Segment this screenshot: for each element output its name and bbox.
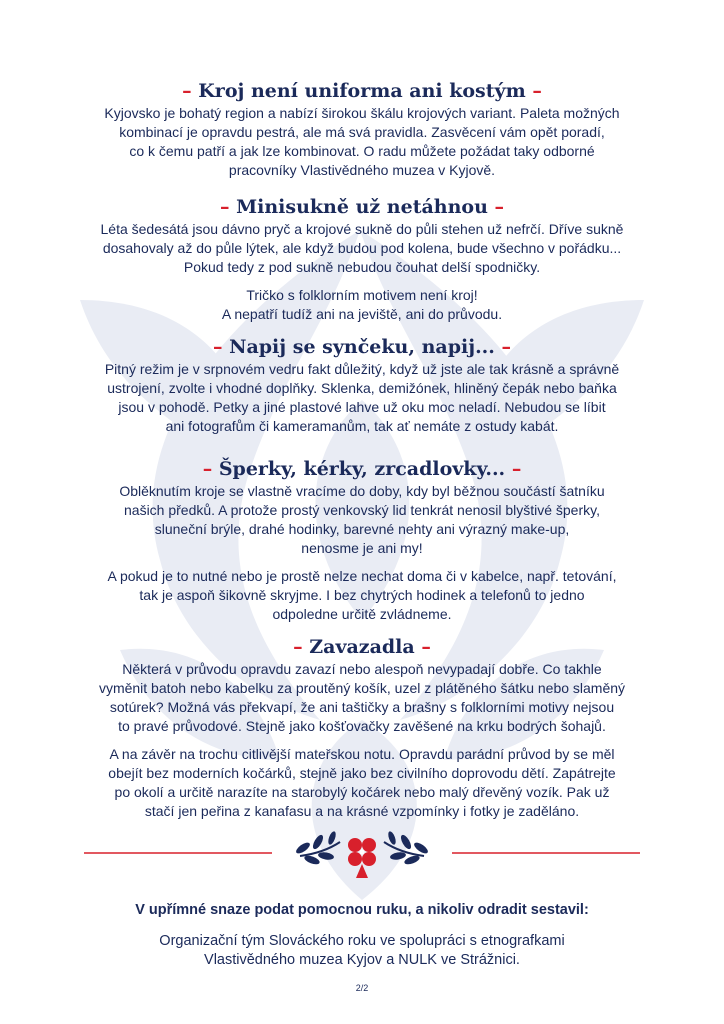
title-dash-left: – [293, 636, 303, 658]
title-dash-left: – [202, 458, 213, 480]
article-body [0, 78, 724, 821]
credits-lead: V upřímné snaze podat pomocnou ruku, a nikoliv odradit sestavil: [135, 902, 589, 918]
section-title-text: Zavazadla [309, 636, 415, 658]
page-number: 2/2 [355, 983, 369, 993]
title-dash-left: – [212, 336, 223, 358]
section-paragraph: Pitný režim je v srpnovém vedru fakt důležitý, když už jste ale tak krásně a správně ustrojení, zvolte i vhodné doplňky. Sklenka, demižónek, hliněný čepák nebo baňka jsou v pohodě. Petky a jiné plastové lahve už oku moc neladí. Nebudou se líbit ani fotografům či kameramanům, tak ať nemáte z ostudy kabát. [104, 361, 620, 434]
credits-block [0, 900, 724, 970]
section-paragraph: Oblěknutím kroje se vlastně vracíme do doby, kdy byl běžnou součástí šatníku našich předků. A protože prostý venkovský lid tenkrát nenosil blyštivé šperky, sluneční brýle, drahé hodinky, barevné nehty ani výrazný make-up, nenosme je ani my! [119, 483, 605, 556]
section-title-minisukne [0, 194, 724, 220]
section-paragraph: A pokud je to nutné nebo je prostě nelze nechat doma či v kabelce, např. tetování, tak je aspoň šikovně skryjme. I bez chytrých hodinek a telefonů to jedno odpoledne určitě zvládneme. [107, 568, 617, 622]
leaf-sprig-left-icon [294, 830, 340, 866]
section-paragraph: Kyjovsko je bohatý region a nabízí širokou škálu krojových variant. Paleta možných kombinací je opravdu pestrá, ale má svá pravidla. Zasvěcení vám opět poradí, co k čemu patří a jak lze kombinovat. O radu můžete požádat taky odborné pracovníky Vlastivědného muzea v Kyjově. [104, 105, 620, 178]
section-title-text: Minisukně už netáhnou [236, 196, 488, 218]
credits-text: Organizační tým Slováckého roku ve spolupráci s etnografkami Vlastivědného muzea Kyjov a NULK ve Strážnici. [159, 933, 565, 968]
title-dash-left: – [182, 80, 192, 102]
section-title-zavazadla [0, 634, 724, 660]
section-paragraph: Léta šedesátá jsou dávno pryč a krojové sukně do půli stehen už nefrčí. Dříve sukně dosahovaly až do půle lýtek, ale když budou pod kolena, bude všechno v pořádku... Pokud tedy z pod sukně nebudou čouhat delší spodničky. [100, 221, 624, 275]
leaf-sprig-right-icon [384, 830, 430, 866]
red-flower-icon [348, 838, 376, 878]
title-dash-right: – [501, 336, 512, 358]
section-title-napij [0, 334, 724, 360]
section-title-kroj [0, 78, 724, 104]
title-dash-left: – [219, 196, 230, 218]
section-paragraph: A na závěr na trochu citlivější mateřskou notu. Opravdu parádní průvod by se měl obejít bez moderních kočárků, stejně jako bez civilního doprovodu dětí. Zapátrejte po okolí a určitě narazíte na starobylý kočárek nebo malý dřevěný vozík. Pak už stačí jen peřina z kanafasu a na krásné vzpomínky i fotky je zaděláno. [108, 746, 616, 819]
section-title-sperky [0, 456, 724, 482]
section-paragraph: Tričko s folklorním motivem není kroj! A nepatří tudíž ani na jeviště, ani do průvodu. [221, 287, 503, 322]
title-dash-right: – [494, 196, 505, 218]
title-dash-right: – [511, 458, 522, 480]
section-paragraph: Některá v průvodu opravdu zavazí nebo alespoň nevypadají dobře. Co takhle vyměnit batoh nebo kabelku za proutěný košík, uzel z plátěného šátku nebo slaměný sotúrek? Možná vás překvapí, že ani taštičky a brašny s folklorními motivy nejsou to pravé průvodové. Stejně jako košťovačky zavěšené na krku bodrých šohajů. [98, 661, 626, 734]
section-title-text: Šperky, kérky, zrcadlovky... [218, 458, 506, 480]
title-dash-right: – [532, 80, 542, 102]
section-title-text: Napij se synčeku, napij... [229, 336, 495, 358]
title-dash-right: – [421, 636, 431, 658]
section-title-text: Kroj není uniforma ani kostým [198, 80, 526, 102]
divider-ornament [0, 826, 724, 890]
